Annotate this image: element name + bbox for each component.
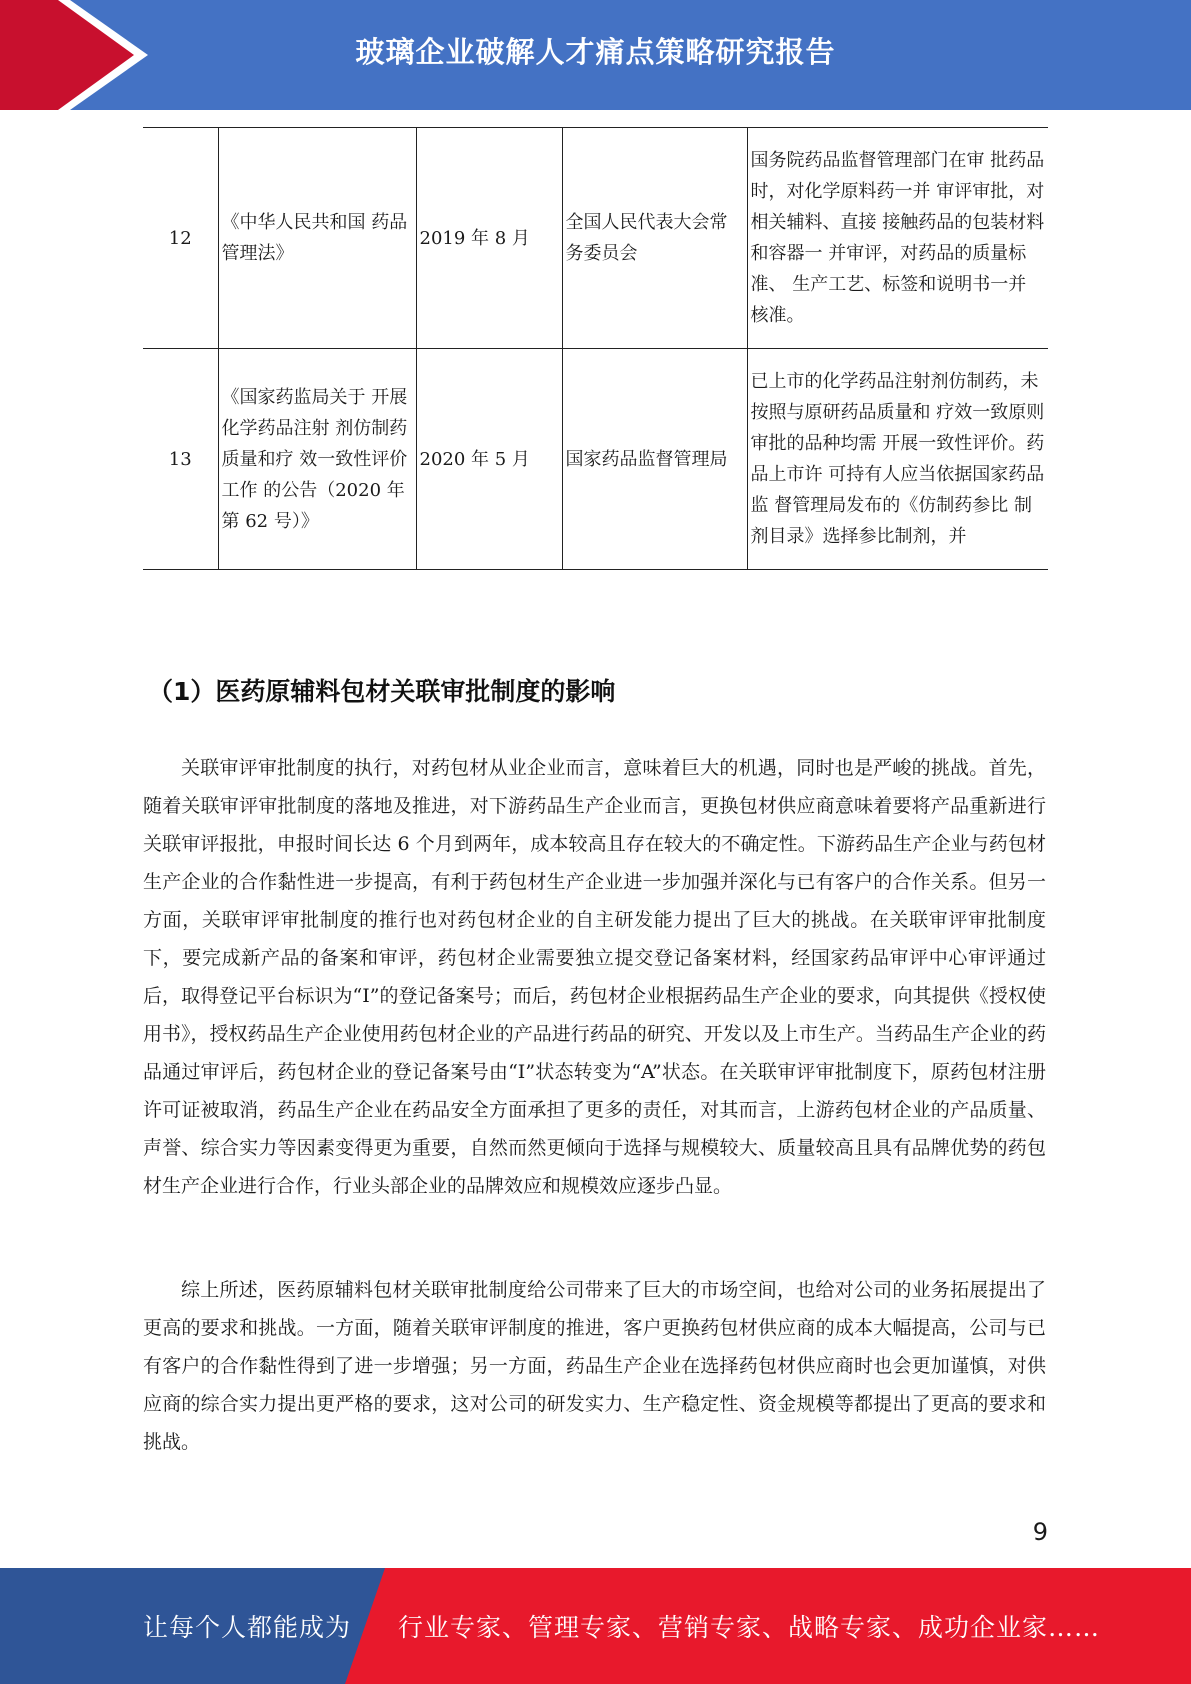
row-number: 12 [143, 128, 218, 349]
page-footer [0, 1568, 1191, 1684]
table-row [143, 349, 1048, 570]
body-paragraph: 关联审评审批制度的执行，对药包材从业企业而言，意味着巨大的机遇，同时也是严峻的挑战。首先，随着关联审评审批制度的落地及推进，对下游药品生产企业而言，更换包材供应商意味着要将产品重新进行关联审评报批，申报时间长达 6 个月到两年，成本较高且存在较大的不确定性。下游药品生产企业与药包材生产企业的合作黏性进一步提高，有利于药包材生产企业进一步加强并深化与已有客户的合作关系。但另一方面，关联审评审批制度的推行也对药包材企业的自主研发能力提出了巨大的挑战。在关联审评审批制度下，要完成新产品的备案和审评，药包材企业需要独立提交登记备案材料，经国家药品审评中心审评通过后，取得登记平台标识为“I”的登记备案号；而后，药包材企业根据药品生产企业的要求，向其提供《授权使用书》，授权药品生产企业使用药包材企业的产品进行药品的研究、开发以及上市生产。当药品生产企业的药品通过审评后，药包材企业的登记备案号由“I”状态转变为“A”状态。在关联审评审批制度下，原药包材注册许可证被取消，药品生产企业在药品安全方面承担了更多的责任，对其而言，上游药包材企业的产品质量、声誉、综合实力等因素变得更为重要，自然而然更倾向于选择与规模较大、质量较高且具有品牌优势的药包材生产企业进行合作，行业头部企业的品牌效应和规模效应逐步凸显。 [143, 757, 1046, 1197]
regulation-content: 国务院药品监督管理部门在审 批药品时，对化学原料药一并 审评审批，对相关辅料、直接 接触药品的包装材料和容器一 并审评，对药品的质量标准、 生产工艺、标签和说明书一并 核准。 [747, 128, 1048, 349]
regulation-name: 《国家药监局关于 开展化学药品注射 剂仿制药质量和疗 效一致性评价工作 的公告（2020 年第 62 号）》 [218, 349, 416, 570]
issue-date: 2020 年 5 月 [416, 349, 562, 570]
page-header [0, 0, 1191, 110]
regulation-name: 《中华人民共和国 药品管理法》 [218, 128, 416, 349]
issue-date: 2019 年 8 月 [416, 128, 562, 349]
policy-table [143, 127, 1048, 570]
issuing-authority: 全国人民代表大会常务委员会 [562, 128, 747, 349]
issuing-authority: 国家药品监督管理局 [562, 349, 747, 570]
report-title: 玻璃企业破解人才痛点策略研究报告 [355, 35, 836, 69]
body-paragraph: 综上所述，医药原辅料包材关联审批制度给公司带来了巨大的市场空间，也给对公司的业务拓展提出了更高的要求和挑战。一方面，随着关联审评制度的推进，客户更换药包材供应商的成本大幅提高，公司与已有客户的合作黏性得到了进一步增强；另一方面，药品生产企业在选择药包材供应商时也会更加谨慎，对供应商的综合实力提出更严格的要求，这对公司的研发实力、生产稳定性、资金规模等都提出了更高的要求和挑战。 [143, 1279, 1046, 1453]
page-number: 9 [1032, 1518, 1048, 1546]
row-number: 13 [143, 349, 218, 570]
regulation-content: 已上市的化学药品注射剂仿制药，未按照与原研药品质量和 疗效一致原则审批的品种均需 开展一致性评价。药品上市许 可持有人应当依据国家药品监 督管理局发布的《仿制药参比 制剂目录》选择参比制剂，并 [747, 349, 1048, 570]
footer-slogan-left: 让每个人都能成为 [143, 1613, 352, 1642]
section-heading: （1）医药原辅料包材关联审批制度的影响 [148, 677, 616, 706]
footer-slogan-right: 行业专家、管理专家、营销专家、战略专家、成功企业家…… [398, 1613, 1101, 1642]
table-row [143, 128, 1048, 349]
